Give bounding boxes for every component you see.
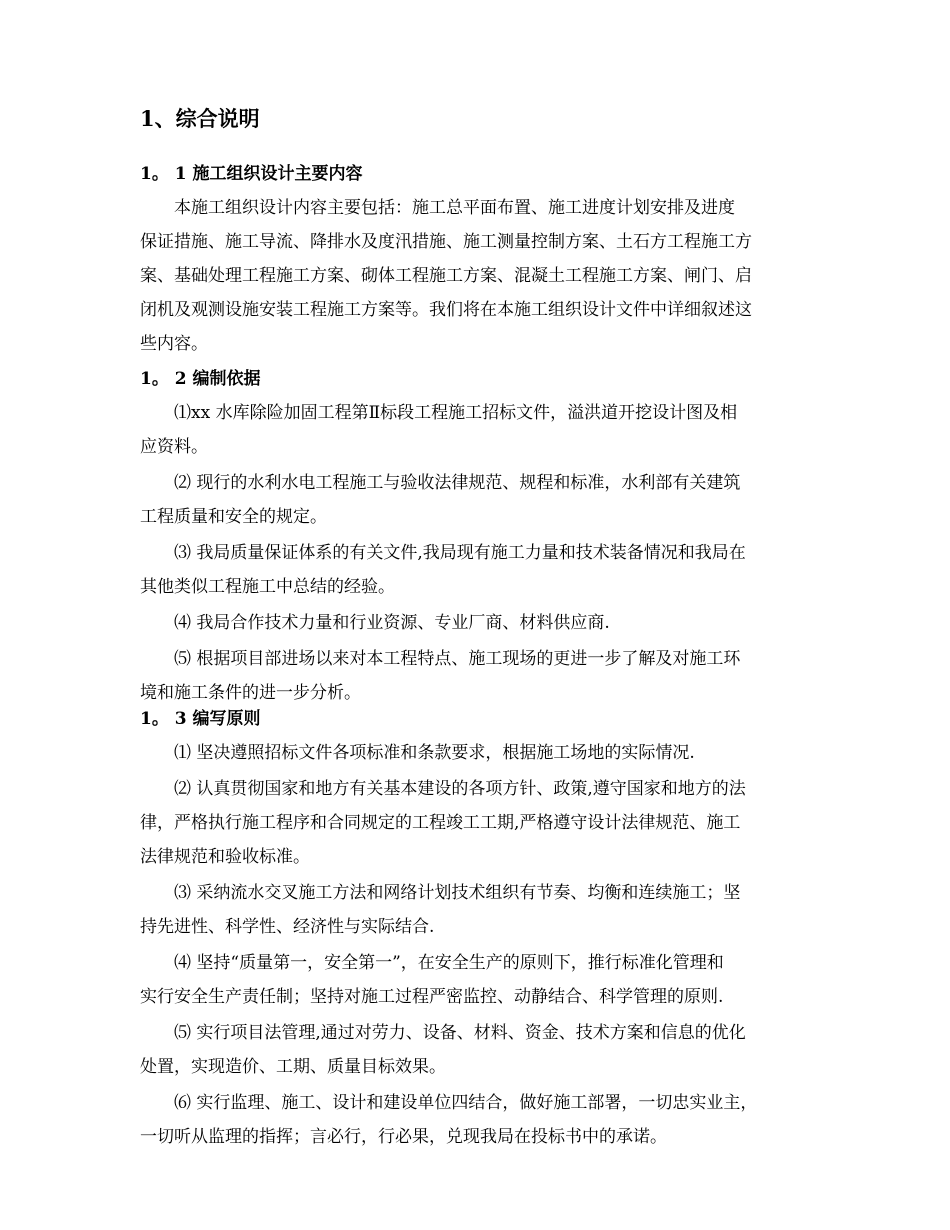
text-line: ⑹ 实行监理、施工、设计和建设单位四结合，做好施工部署，一切忠实业主， bbox=[174, 1093, 758, 1113]
section-heading-main-content: 1。 1 施工组织设计主要内容 bbox=[140, 164, 363, 184]
list-item bbox=[140, 396, 820, 464]
text-line: ⑵ 现行的水利水电工程施工与验收法律规范、规程和标准，水利部有关建筑 bbox=[174, 473, 741, 493]
list-item bbox=[140, 876, 820, 944]
section-heading-compilation-basis: 1。 2 编制依据 bbox=[140, 369, 261, 389]
paragraph-main-content bbox=[140, 191, 820, 361]
list-item bbox=[140, 606, 820, 640]
text-line: ⑶ 我局质量保证体系的有关文件,我局现有施工力量和技术装备情况和我局在 bbox=[174, 543, 746, 563]
list-item bbox=[140, 536, 820, 604]
document-title: 1、综合说明 bbox=[140, 106, 260, 131]
text-line: ⑶ 采纳流水交叉施工方法和网络计划技术组织有节奏、均衡和连续施工；坚 bbox=[174, 883, 741, 903]
list-item bbox=[140, 642, 820, 710]
text-line: ⑸ 根据项目部进场以来对本工程特点、施工现场的更进一步了解及对施工环 bbox=[174, 649, 741, 669]
text-line: 保证措施、施工导流、降排水及度汛措施、施工测量控制方案、土石方工程施工方 bbox=[140, 232, 752, 252]
section-compilation-basis bbox=[140, 362, 820, 710]
text-line: ⑴xx 水库除险加固工程第Ⅱ标段工程施工招标文件，溢洪道开挖设计图及相 bbox=[174, 403, 738, 423]
text-line: 本施工组织设计内容主要包括：施工总平面布置、施工进度计划安排及进度 bbox=[174, 198, 735, 218]
list-item bbox=[140, 946, 820, 1014]
text-line: 法律规范和验收标准。 bbox=[140, 847, 310, 867]
list-item bbox=[140, 772, 820, 874]
text-line: 实行安全生产责任制；坚持对施工过程严密监控、动静结合、科学管理的原则. bbox=[140, 987, 724, 1007]
text-line: 案、基础处理工程施工方案、砌体工程施工方案、混凝土工程施工方案、闸门、启 bbox=[140, 266, 752, 286]
text-line: 处置，实现造价、工期、质量目标效果。 bbox=[140, 1057, 446, 1077]
text-line: ⑷ 坚持“质量第一，安全第一”，在安全生产的原则下，推行标准化管理和 bbox=[174, 953, 724, 973]
text-line: ⑷ 我局合作技术力量和行业资源、专业厂商、材料供应商. bbox=[174, 613, 610, 633]
text-line: 应资料。 bbox=[140, 437, 208, 457]
text-line: 些内容。 bbox=[140, 334, 208, 354]
text-line: 律，严格执行施工程序和合同规定的工程竣工工期,严格遵守设计法律规范、施工 bbox=[140, 813, 741, 833]
section-main-content bbox=[140, 157, 820, 361]
list-item bbox=[140, 1016, 820, 1084]
list-item bbox=[140, 736, 820, 770]
text-line: 其他类似工程施工中总结的经验。 bbox=[140, 577, 395, 597]
text-line: 一切听从监理的指挥；言必行，行必果，兑现我局在投标书中的承诺。 bbox=[140, 1127, 667, 1147]
text-line: ⑸ 实行项目法管理,通过对劳力、设备、材料、资金、技术方案和信息的优化 bbox=[174, 1023, 746, 1043]
text-line: 持先进性、科学性、经济性与实际结合. bbox=[140, 917, 435, 937]
section-heading-writing-principles: 1。 3 编写原则 bbox=[140, 709, 261, 729]
text-line: 工程质量和安全的规定。 bbox=[140, 507, 327, 527]
text-line: ⑴ 坚决遵照招标文件各项标准和条款要求，根据施工场地的实际情况. bbox=[174, 743, 695, 763]
text-line: 闭机及观测设施安装工程施工方案等。我们将在本施工组织设计文件中详细叙述这 bbox=[140, 300, 752, 320]
text-line: 境和施工条件的进一步分析。 bbox=[140, 683, 361, 703]
section-writing-principles bbox=[140, 702, 820, 1154]
list-item bbox=[140, 466, 820, 534]
list-item bbox=[140, 1086, 820, 1154]
text-line: ⑵ 认真贯彻国家和地方有关基本建设的各项方针、政策,遵守国家和地方的法 bbox=[174, 779, 746, 799]
